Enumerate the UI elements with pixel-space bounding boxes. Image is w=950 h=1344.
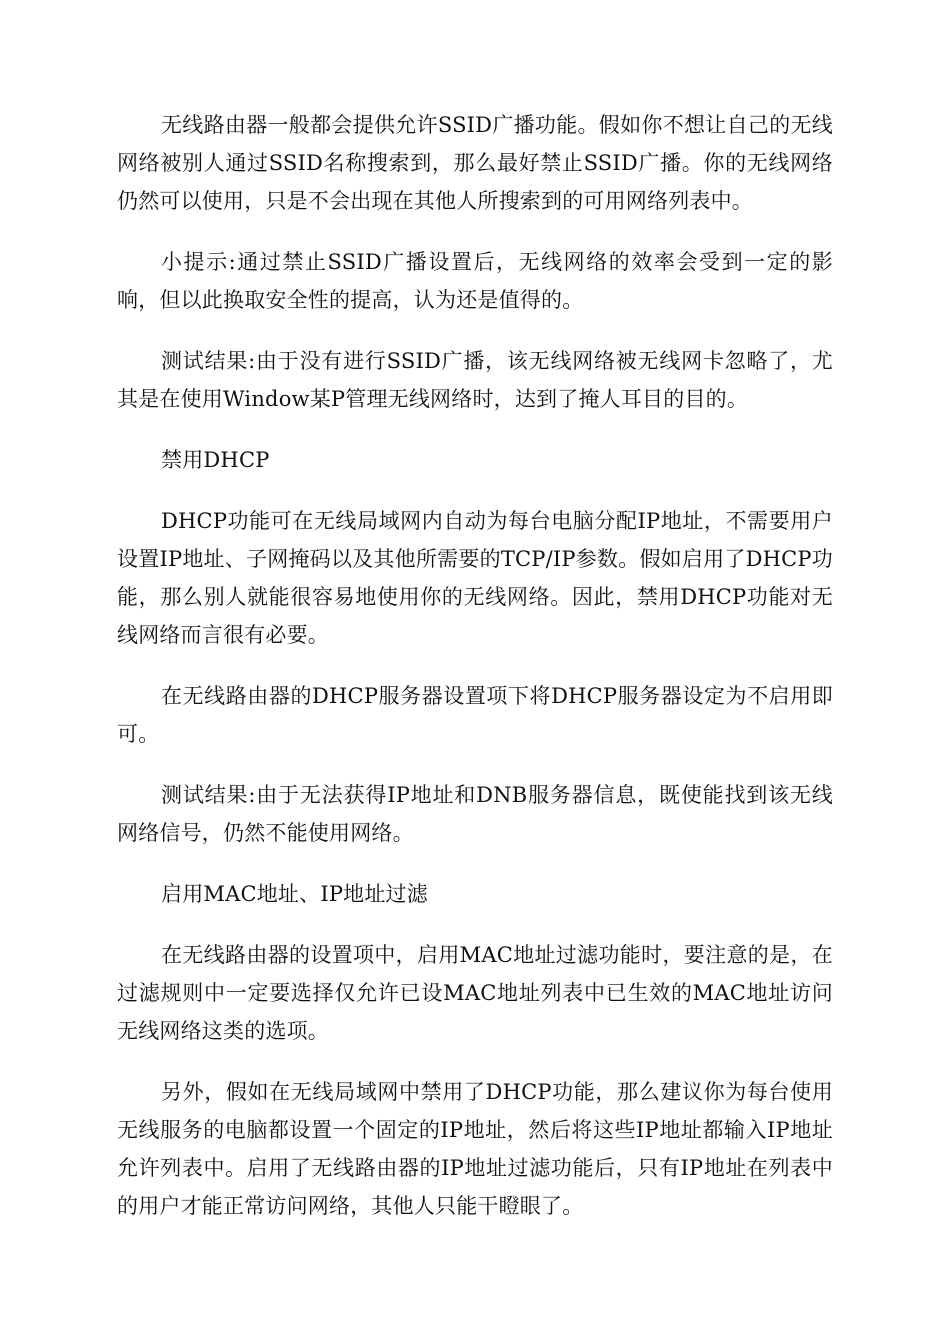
section-heading-disable-dhcp: 禁用DHCP — [161, 448, 270, 472]
paragraph-dhcp-setting: 在无线路由器的DHCP服务器设置项下将DHCP服务器设定为不启用即可。 — [117, 684, 833, 746]
document-body — [117, 106, 833, 1248]
paragraph-dhcp-test-result: 测试结果:由于无法获得IP地址和DNB服务器信息，既使能找到该无线网络信号，仍然不能使用网络。 — [117, 783, 833, 845]
paragraph-dhcp-function: DHCP功能可在无线局域网内自动为每台电脑分配IP地址，不需要用户设置IP地址、子网掩码以及其他所需要的TCP/IP参数。假如启用了DHCP功能，那么别人就能很容易地使用你的无线网络。因此，禁用DHCP功能对无线网络而言很有必要。 — [117, 509, 833, 647]
section-heading-mac-ip-filter: 启用MAC地址、IP地址过滤 — [161, 882, 428, 906]
paragraph-ssid-broadcast: 无线路由器一般都会提供允许SSID广播功能。假如你不想让自己的无线网络被别人通过SSID名称搜索到，那么最好禁止SSID广播。你的无线网络仍然可以使用，只是不会出现在其他人所搜索到的可用网络列表中。 — [117, 113, 833, 213]
paragraph-ssid-test-result: 测试结果:由于没有进行SSID广播，该无线网络被无线网卡忽略了，尤其是在使用Window某P管理无线网络时，达到了掩人耳目的目的。 — [117, 349, 833, 411]
paragraph-ip-filter: 另外，假如在无线局域网中禁用了DHCP功能，那么建议你为每台使用无线服务的电脑都设置一个固定的IP地址，然后将这些IP地址都输入IP地址允许列表中。启用了无线路由器的IP地址过滤功能后，只有IP地址在列表中的用户才能正常访问网络，其他人只能干瞪眼了。 — [117, 1080, 833, 1218]
paragraph-mac-filter: 在无线路由器的设置项中，启用MAC地址过滤功能时，要注意的是，在过滤规则中一定要选择仅允许已设MAC地址列表中已生效的MAC地址访问无线网络这类的选项。 — [117, 943, 833, 1043]
paragraph-tip: 小提示:通过禁止SSID广播设置后，无线网络的效率会受到一定的影响，但以此换取安全性的提高，认为还是值得的。 — [117, 250, 833, 312]
